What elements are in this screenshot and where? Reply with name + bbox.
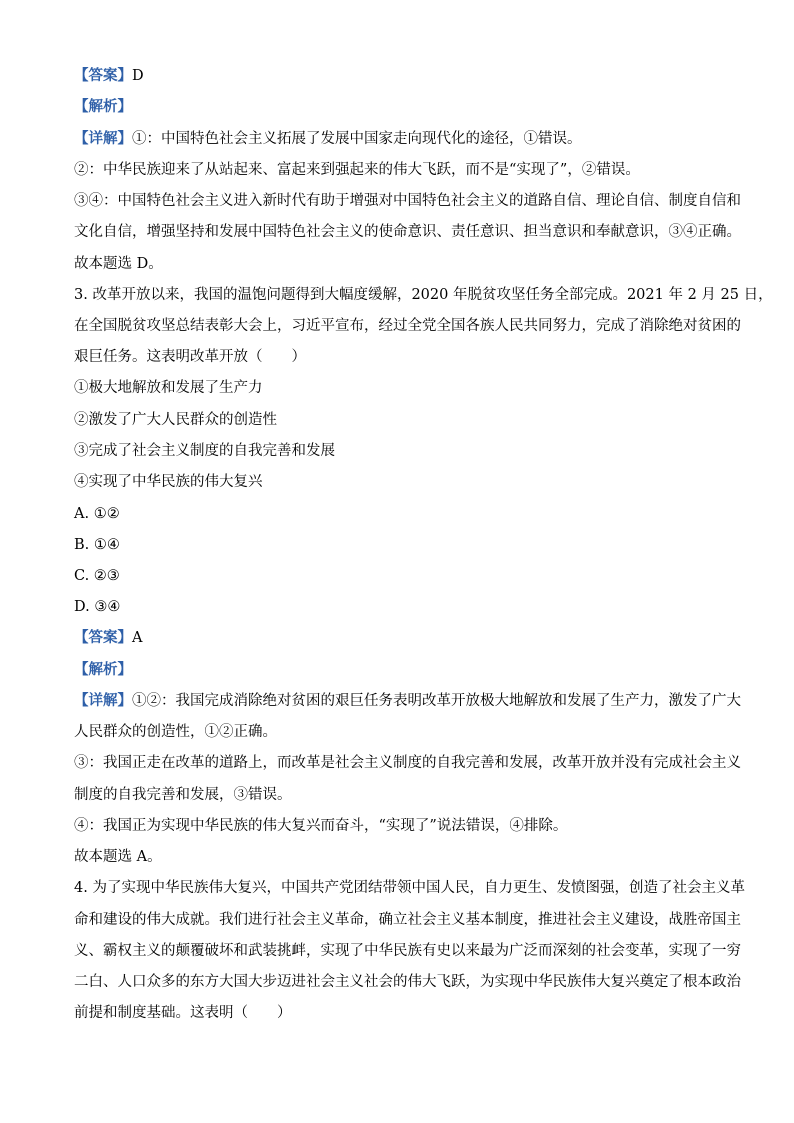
conclusion-line: 故本题选 D。 [74, 256, 163, 272]
answer-value: D [132, 68, 144, 84]
statement-item: ②激发了广大人民群众的创造性 [74, 412, 277, 428]
question-stem-line: 命和建设的伟大成就。我们进行社会主义革命，确立社会主义基本制度，推进社会主义建设，战胜帝国主 [74, 912, 741, 928]
analysis-line: ②：中华民族迎来了从站起来、富起来到强起来的伟大飞跃，而不是“实现了”，②错误。 [74, 162, 640, 178]
answer-line [74, 66, 724, 86]
analysis-line: 文化自信，增强坚持和发展中国特色社会主义的使命意识、责任意识、担当意识和奉献意识，③④正确。 [74, 224, 741, 240]
detail-text: ①：中国特色社会主义拓展了发展中国家走向现代化的途径，①错误。 [132, 131, 582, 147]
option-b: B. ①④ [74, 537, 120, 553]
answer-value: A [132, 630, 143, 646]
analysis-line: 人民群众的创造性，①②正确。 [74, 724, 277, 740]
detail-label: 【详解】 [74, 692, 132, 709]
detail-label: 【详解】 [74, 130, 132, 147]
analysis-line: ③④：中国特色社会主义进入新时代有助于增强对中国特色社会主义的道路自信、理论自信、制度自信和 [74, 193, 741, 209]
detail-line [74, 129, 724, 149]
detail-line [74, 691, 741, 711]
question-stem-line: 3. 改革开放以来，我国的温饱问题得到大幅度缓解，2020 年脱贫攻坚任务全部完成。2021 年 2 月 25 日， [74, 287, 773, 303]
analysis-line: 制度的自我完善和发展，③错误。 [74, 787, 292, 803]
question-stem-line: 在全国脱贫攻坚总结表彰大会上，习近平宣布，经过全党全国各族人民共同努力，完成了消除绝对贫困的 [74, 318, 741, 334]
option-c: C. ②③ [74, 568, 120, 584]
conclusion-line: 故本题选 A。 [74, 849, 162, 865]
analysis-label: 【解析】 [74, 661, 132, 678]
statement-item: ③完成了社会主义制度的自我完善和发展 [74, 443, 335, 459]
statement-item: ①极大地解放和发展了生产力 [74, 380, 263, 396]
option-d: D. ③④ [74, 599, 121, 615]
option-a: A. ①② [74, 506, 120, 522]
analysis-line: ③：我国正走在改革的道路上，而改革是社会主义制度的自我完善和发展，改革开放并没有完成社会主义 [74, 755, 741, 771]
question-stem-line: 义、霸权主义的颠覆破坏和武装挑衅，实现了中华民族有史以来最为广泛而深刻的社会变革，实现了一穷 [74, 943, 741, 959]
question-stem-line: 4. 为了实现中华民族伟大复兴，中国共产党团结带领中国人民，自力更生、发愤图强，创造了社会主义革 [74, 880, 745, 896]
question-stem-line: 二白、人口众多的东方大国大步迈进社会主义社会的伟大飞跃，为实现中华民族伟大复兴奠定了根本政治 [74, 974, 741, 990]
statement-item: ④实现了中华民族的伟大复兴 [74, 474, 263, 490]
analysis-line: ④：我国正为实现中华民族的伟大复兴而奋斗，“实现了”说法错误，④排除。 [74, 818, 568, 834]
answer-label: 【答案】 [74, 629, 132, 646]
answer-line [74, 628, 724, 648]
analysis-label: 【解析】 [74, 98, 132, 115]
question-stem-line: 前提和制度基础。这表明（ ） [74, 1005, 292, 1021]
answer-label: 【答案】 [74, 67, 132, 84]
detail-text: ①②：我国完成消除绝对贫困的艰巨任务表明改革开放极大地解放和发展了生产力，激发了广大 [132, 693, 741, 709]
question-stem-line: 艰巨任务。这表明改革开放（ ） [74, 349, 306, 365]
